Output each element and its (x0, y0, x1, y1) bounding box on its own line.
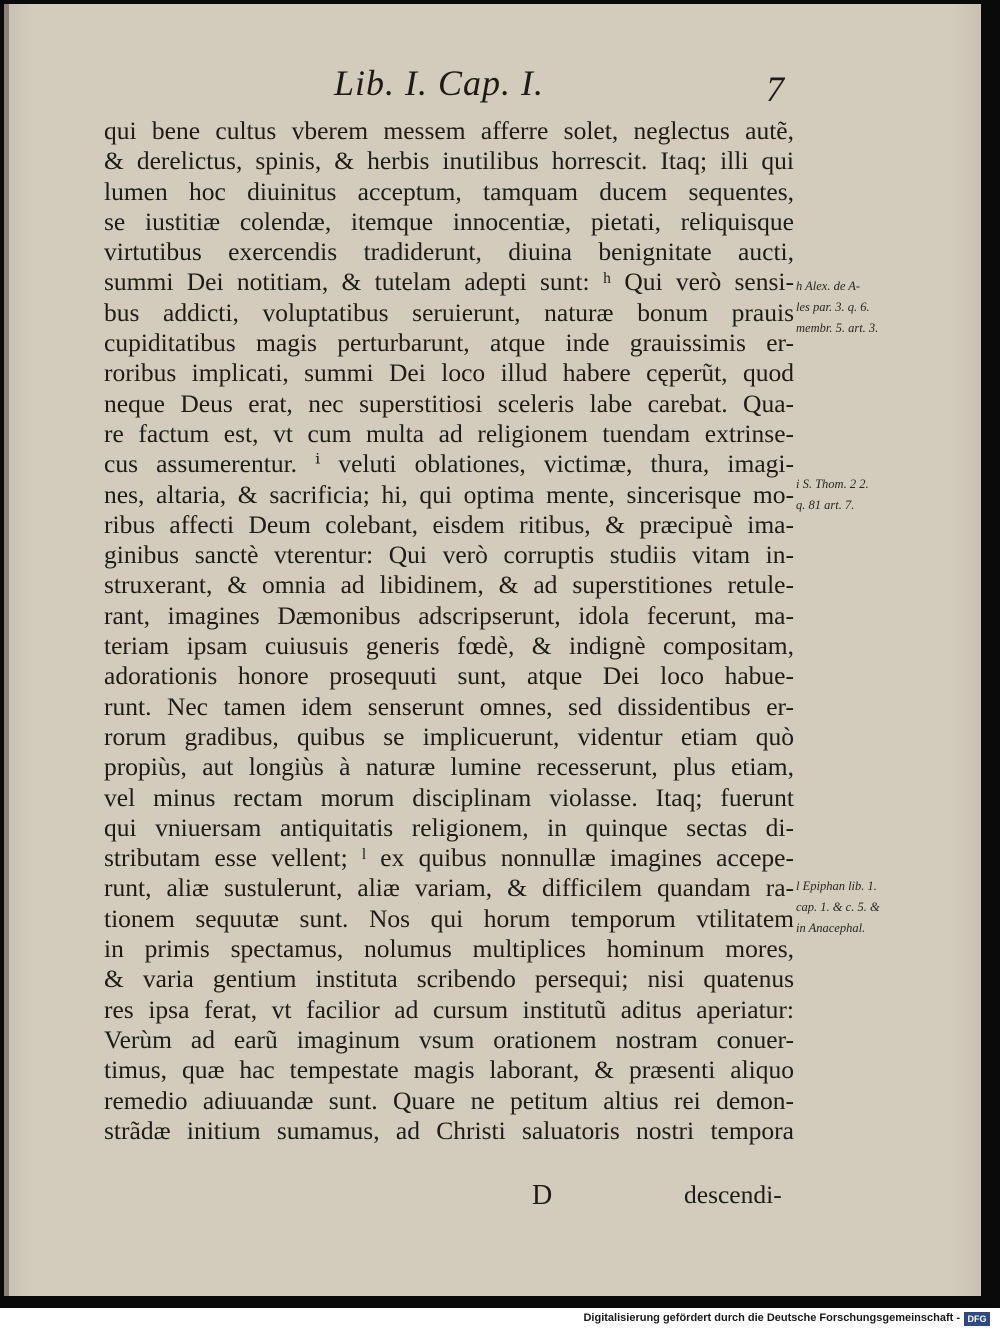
sidenote-l (796, 876, 936, 939)
text-line: timus, quæ hac tempestate magis laborant, & præsenti aliquo (104, 1055, 794, 1085)
page-number: 7 (766, 69, 784, 109)
text-line: strãdæ initium sumamus, ad Christi saluatoris nostri tempora (104, 1115, 794, 1145)
text-line: cupiditatibus magis perturbarunt, atque inde grauissimis er- (104, 328, 794, 358)
text-line: cus assumerentur. ⁱ veluti oblationes, victimæ, thura, imagi- (104, 449, 794, 479)
sidenote-h (796, 276, 936, 339)
text-line: bus addicti, voluptatibus seruierunt, naturæ bonum prauis (104, 297, 794, 327)
sidenote-line: cap. 1. & c. 5. & (796, 900, 880, 914)
funding-credit: Digitalisierung gefördert durch die Deutsche Forschungsgemeinschaft - (583, 1312, 960, 1324)
text-line: adorationis honore prosequuti sunt, atque Dei loco habue- (104, 661, 794, 691)
text-line: nes, altaria, & sacrificia; hi, qui optima mente, sincerisque mo- (104, 479, 794, 509)
running-head: Lib. I. Cap. I. (334, 63, 545, 103)
sidenote-line: q. 81 art. 7. (796, 498, 855, 512)
text-line: vel minus rectam morum disciplinam violasse. Itaq; fuerunt (104, 782, 794, 812)
sidenote-line: membr. 5. art. 3. (796, 321, 879, 335)
text-line: rant, imagines Dæmonibus adscripserunt, idola fecerunt, ma- (104, 600, 794, 630)
text-line: runt, aliæ sustulerunt, aliæ variam, & difficilem quandam ra- (104, 873, 794, 903)
sidenote-line: h Alex. de A- (796, 279, 861, 293)
text-line: roribus implicati, summi Dei loco illud habere cęperũt, quod (104, 358, 794, 388)
text-line: virtutibus exercendis tradiderunt, diuina benignitate aucti, (104, 237, 794, 267)
text-line: ginibus sanctè vterentur: Qui verò corruptis studiis vitam in- (104, 540, 794, 570)
text-line: runt. Nec tamen idem senserunt omnes, sed dissidentibus er- (104, 691, 794, 721)
sidenote-line: l Epiphan lib. 1. (796, 879, 877, 893)
text-line: propiùs, aut longiùs à naturæ lumine recesserunt, plus etiam, (104, 752, 794, 782)
text-line: summi Dei notitiam, & tutelam adepti sunt: ʰ Qui verò sensi- (104, 267, 794, 297)
text-line: qui bene cultus vberem messem afferre solet, neglectus autẽ, (104, 116, 794, 145)
text-line: qui vniuersam antiquitatis religionem, in quinque sectas di- (104, 812, 794, 842)
text-line: teriam ipsam cuiusuis generis fœdè, & indignè compositam, (104, 631, 794, 661)
text-line: rorum gradibus, quibus se implicuerunt, videntur etiam quò (104, 721, 794, 751)
text-line: tionem sequutæ sunt. Nos qui horum temporum vtilitatem (104, 903, 794, 933)
dfg-logo: DFG (964, 1312, 990, 1326)
text-line: remedio adiuuandæ sunt. Quare ne petitum altius rei demon- (104, 1085, 794, 1115)
book-page (4, 4, 981, 1296)
footer-bar (0, 1308, 1000, 1332)
text-line: ribus affecti Deum colebant, eisdem ritibus, & præcipuè ima- (104, 509, 794, 539)
catchword: descendi- (684, 1180, 782, 1209)
text-line: re factum est, vt cum multa ad religionem tuendam extrinse- (104, 418, 794, 448)
text-line: stributam esse vellent; ˡ ex quibus nonnullæ imagines accepe- (104, 843, 794, 873)
text-line: lumen hoc diuinitus acceptum, tamquam ducem sequentes, (104, 176, 794, 206)
text-line: se iustitiæ colendæ, itemque innocentiæ, pietati, reliquisque (104, 206, 794, 236)
text-line: & derelictus, spinis, & herbis inutilibus horrescit. Itaq; illi qui (104, 146, 794, 176)
text-line: neque Deus erat, nec superstitiosi sceleris labe carebat. Qua- (104, 388, 794, 418)
text-line: Verùm ad earũ imaginum vsum orationem nostram conuer- (104, 1024, 794, 1054)
text-line: & varia gentium instituta scribendo persequi; nisi quatenus (104, 964, 794, 994)
signature-mark: D (532, 1180, 553, 1211)
sidenote-i (796, 474, 936, 516)
sidenote-line: i S. Thom. 2 2. (796, 477, 869, 491)
sidenote-line: les par. 3. q. 6. (796, 300, 870, 314)
text-line: struxerant, & omnia ad libidinem, & ad superstitiones retule- (104, 570, 794, 600)
scan-edge (4, 4, 9, 1296)
text-line: res ipsa ferat, vt facilior ad cursum institutũ aditus aperiatur: (104, 994, 794, 1024)
main-text-block (104, 116, 794, 1146)
text-line: in primis spectamus, nolumus multiplices hominum mores, (104, 934, 794, 964)
sidenote-line: in Anacephal. (796, 921, 866, 935)
